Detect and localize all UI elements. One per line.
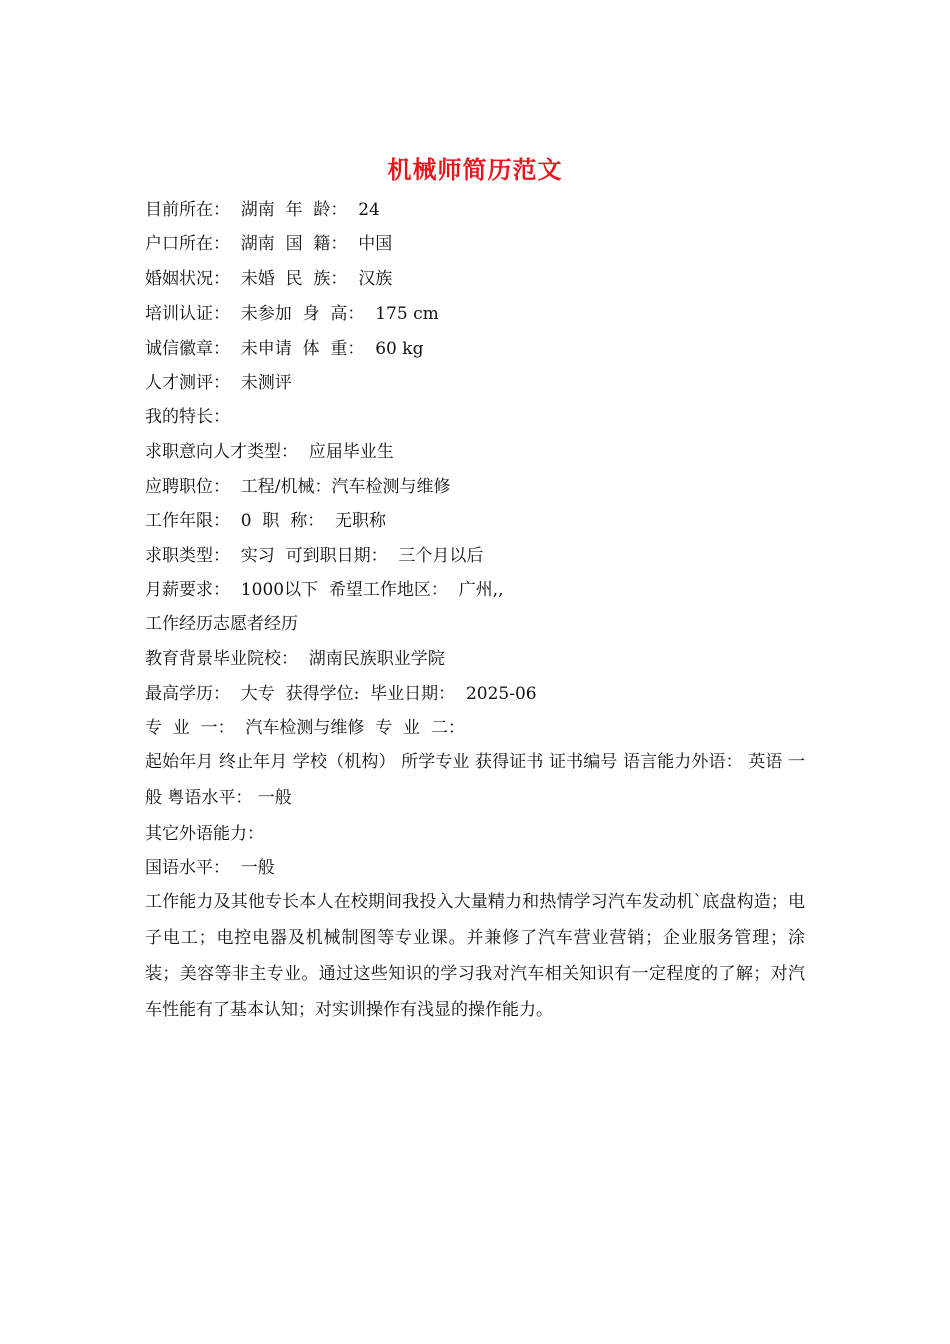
info-line-school: 教育背景毕业院校： 湖南民族职业学院 <box>145 649 445 669</box>
info-line-position: 应聘职位： 工程/机械：汽车检测与维修 <box>145 477 451 497</box>
info-line-hukou: 户口所在： 湖南 国 籍： 中国 <box>145 234 393 254</box>
info-line-degree: 最高学历： 大专 获得学位: 毕业日期： 2025-06 <box>145 684 537 704</box>
info-line-assessment: 人才测评： 未测评 <box>145 373 292 393</box>
info-line-salary: 月薪要求： 1000以下 希望工作地区： 广州,, <box>145 580 504 600</box>
page-title: 机械师简历范文 <box>387 155 563 184</box>
info-line-experience: 工作经历志愿者经历 <box>145 614 298 634</box>
info-line-major: 专 业 一： 汽车检测与维修 专 业 二： <box>145 718 465 738</box>
info-line-location: 目前所在： 湖南 年 龄： 24 <box>145 200 380 220</box>
info-line-years: 工作年限： 0 职 称： 无职称 <box>145 511 387 531</box>
info-line-badge: 诚信徽章： 未申请 体 重： 60 kg <box>145 339 424 359</box>
info-line-training: 培训认证： 未参加 身 高： 175 cm <box>145 304 439 324</box>
info-line-specialty: 我的特长： <box>145 407 230 427</box>
ability-paragraph: 工作能力及其他专长本人在校期间我投入大量精力和热情学习汽车发动机`底盘构造；电子电工；电控电器及机械制图等专业课。并兼修了汽车营业营销；企业服务管理；涂装；美容等非主专业。通过这些知识的学习我对汽车相关知识有一定程度的了解；对汽车性能有了基本认知；对实训操作有浅显的操作能力。 <box>145 892 805 1020</box>
info-line-talent-type: 求职意向人才类型： 应届毕业生 <box>145 442 394 462</box>
info-line-mandarin: 国语水平： 一般 <box>145 858 275 878</box>
info-line-other-language: 其它外语能力： <box>145 824 264 844</box>
info-line-marital: 婚姻状况： 未婚 民 族： 汉族 <box>145 269 393 289</box>
info-line-job-type: 求职类型： 实习 可到职日期： 三个月以后 <box>145 546 484 566</box>
language-paragraph: 起始年月 终止年月 学校（机构） 所学专业 获得证书 证书编号 语言能力外语： 英语 一般 粤语水平： 一般 <box>145 752 805 808</box>
